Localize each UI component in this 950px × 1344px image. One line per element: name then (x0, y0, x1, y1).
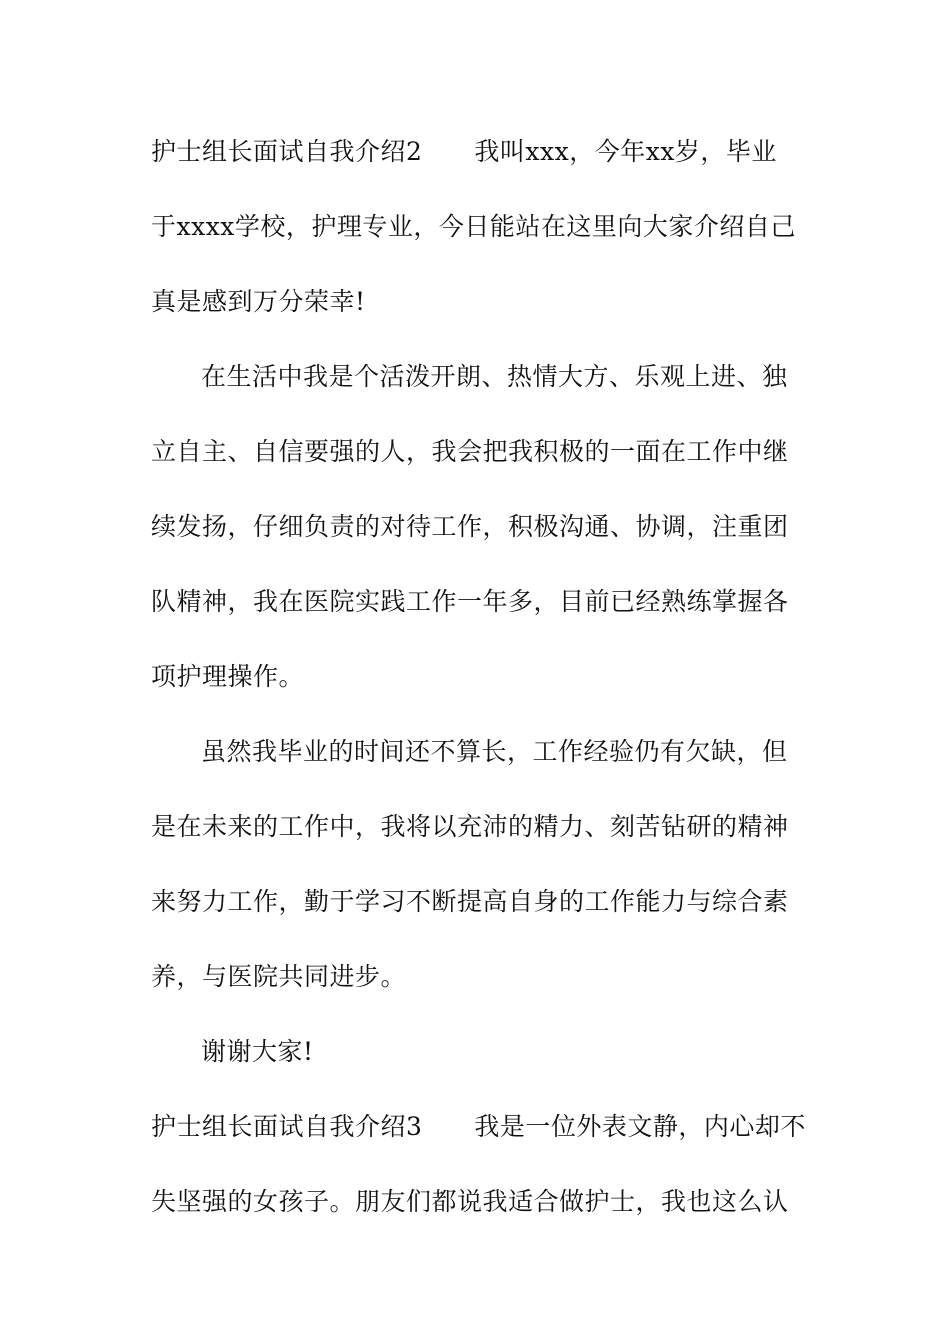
text-line: 养，与医院共同进步。 (151, 962, 407, 991)
text-line: 立自主、自信要强的人，我会把我积极的一面在工作中继 (151, 437, 789, 466)
text-line: 是在未来的工作中，我将以充沛的精力、刻苦钻研的精神 (151, 812, 789, 841)
section-heading: 护士组长面试自我介绍3 (151, 1112, 423, 1141)
text-line: 队精神，我在医院实践工作一年多，目前已经熟练掌握各 (151, 587, 789, 616)
paragraph-text: 我是一位外表文静，内心却不 (474, 1112, 806, 1141)
text-line: 续发扬，仔细负责的对待工作，积极沟通、协调，注重团 (151, 512, 789, 541)
text-line: 在生活中我是个活泼开朗、热情大方、乐观上进、独 (201, 362, 788, 391)
text-line (151, 1111, 806, 1143)
text-line: 真是感到万分荣幸! (151, 287, 366, 316)
paragraph-text: 我叫xxx，今年xx岁，毕业 (474, 137, 777, 166)
text-line: 虽然我毕业的时间还不算长，工作经验仍有欠缺，但 (201, 737, 788, 766)
text-line: 项护理操作。 (151, 662, 305, 691)
text-line: 于xxxx学校，护理专业，今日能站在这里向大家介绍自己 (151, 212, 796, 241)
text-line: 来努力工作，勤于学习不断提高自身的工作能力与综合素 (151, 887, 789, 916)
section-heading: 护士组长面试自我介绍2 (151, 137, 423, 166)
text-line: 失坚强的女孩子。朋友们都说我适合做护士，我也这么认 (151, 1187, 789, 1216)
text-line: 谢谢大家! (201, 1037, 314, 1066)
text-line (151, 136, 777, 168)
